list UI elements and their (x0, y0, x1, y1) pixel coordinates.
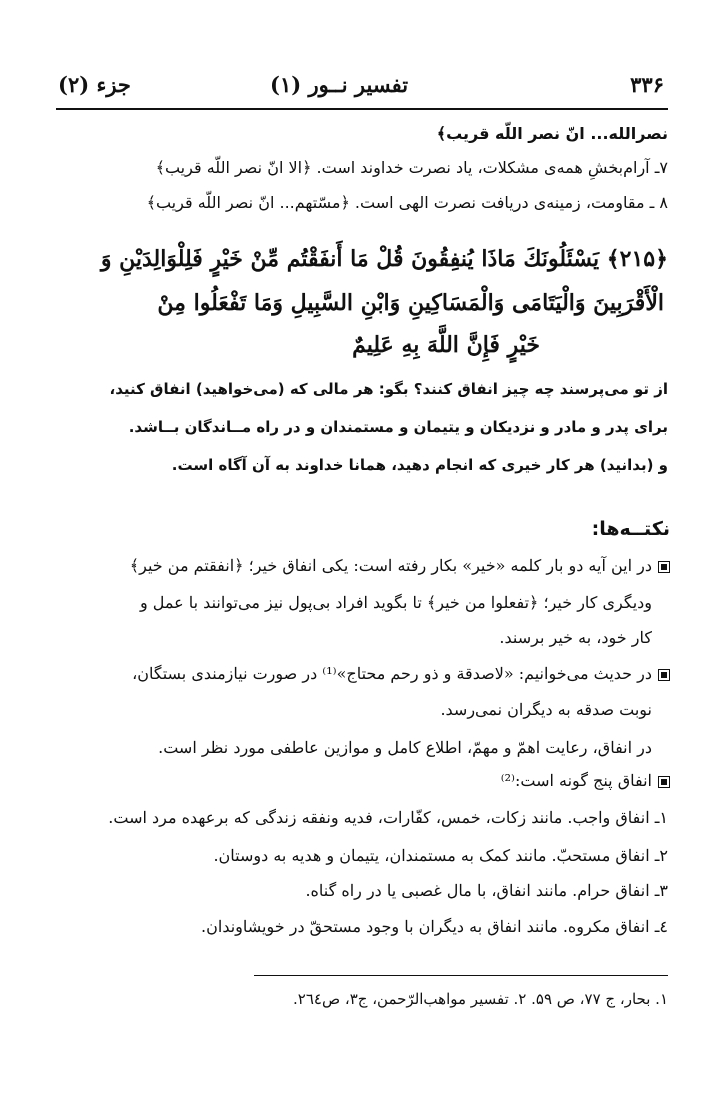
verse-line-1 (101, 246, 668, 272)
notes-title: نکتــه‌ها: (591, 518, 670, 540)
note-text: در حدیث می‌خوانیم: «لاصدقة و ذو رحم محتاج»⁽¹⁾ در صورت نیازمندی بستگان، (132, 664, 652, 683)
translation-line-1: از تو می‌پرسند چه چیز انفاق کنند؟ بگو: هر مالی که (می‌خواهید) انفاق کنید، (109, 380, 668, 398)
note-2-line-3: در انفاق، رعایت اهمّ و مهمّ، اطلاع کامل و موازین عاطفی مورد نظر است. (158, 738, 652, 757)
infaq-type-2: ۲ـ انفاق مستحبّ. مانند کمک به مستمندان، یتیمان و هدیه به دوستان. (213, 846, 668, 865)
note-2-line-2: نوبت صدقه به دیگران نمی‌رسد. (440, 700, 652, 719)
bullet-square-icon (658, 776, 670, 788)
note-1-line-3: کار خود، به خیر برسند. (499, 628, 652, 647)
note-3-line-1 (501, 771, 670, 790)
bullet-square-icon (658, 669, 670, 681)
intro-line-1: نصرالله... انّ نصر اللّه قریب﴾ (436, 124, 668, 143)
note-text: انفاق پنج گونه است:⁽²⁾ (500, 771, 652, 790)
page-number: ۳۳۶ (630, 72, 664, 97)
infaq-type-3: ۳ـ انفاق حرام. مانند انفاق، با مال غصبی یا در راه گناه. (305, 881, 668, 900)
intro-line-3: ۸ ـ مقاومت، زمینه‌ی دریافت نصرت الهی است. ﴿مسّتهم... انّ نصر اللّه قریب﴾ (146, 193, 668, 212)
infaq-type-1: ۱ـ انفاق واجب. مانند زکات، خمس، کفّارات، فدیه ونفقه زندگی که برعهده مرد است. (108, 808, 668, 827)
book-title: تفسیر نــور (۱) (270, 72, 409, 97)
header-divider (56, 108, 668, 110)
verse-text-1: يَسْئَلُونَكَ مَاذَا يُنفِقُونَ قُلْ مَا أَنفَقْتُم مِّنْ خَيْرٍ فَلِلْوَالِدَيْنِ وَ (100, 246, 600, 272)
footnotes: ۱. بحار، ج ۷۷، ص ۵۹. ۲. تفسیر مواهب‌الرّحمن، ج۳، ص۲٦٤. (293, 990, 668, 1008)
translation-line-3: و (بدانید) هر کار خیری که انجام دهید، همانا خداوند به آن آگاه است. (171, 456, 668, 474)
verse-line-3: خَيْرٍ فَإِنَّ اللَّهَ بِهِ عَلِيمٌ (352, 332, 540, 358)
translation-line-2: برای پدر و مادر و نزدیکان و یتیمان و مستمندان و در راه مــاندگان بــاشد. (128, 418, 668, 436)
infaq-type-4: ٤ـ انفاق مکروه. مانند انفاق به دیگران با وجود مستحقّ در خویشاوندان. (201, 917, 668, 936)
note-text: در این آیه دو بار کلمه «خیر» بکار رفته است: یکی انفاق خیر؛ ﴿انفقتم من خیر﴾ (129, 556, 652, 575)
footnote-divider (254, 975, 668, 976)
note-1-line-2: ودیگری کار خیر؛ ﴿تفعلوا من خیر﴾ تا بگوید افراد بی‌پول نیز می‌توانند با عمل و (139, 593, 652, 612)
note-1-line-1 (130, 556, 670, 575)
bullet-square-icon (658, 561, 670, 573)
verse-line-2: الْأَقْرَبِينَ وَالْيَتَامَى وَالْمَسَاكِينِ وَابْنِ السَّبِيلِ وَمَا تَفْعَلُوا مِنْ (157, 290, 664, 316)
volume-label: جزء (۲) (58, 72, 131, 97)
verse-number: ﴿۲۱۵﴾ (606, 246, 668, 272)
intro-line-2: ۷ـ آرام‌بخشِ همه‌ی مشکلات، یاد نصرت خداوند است. ﴿الا انّ نصر اللّه قریب﴾ (155, 158, 668, 177)
note-2-line-1 (132, 664, 670, 683)
